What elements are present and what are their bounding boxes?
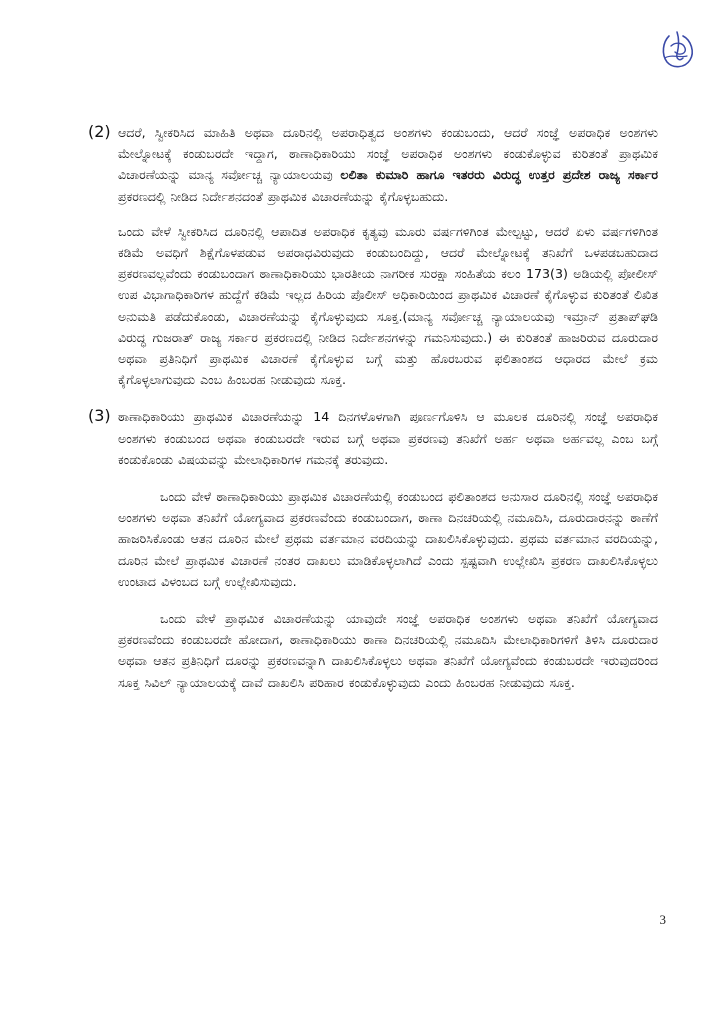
page-number: 3 (659, 912, 666, 927)
document-body (88, 122, 658, 693)
handwritten-initials-mark (655, 28, 697, 72)
clause-number: (2) (88, 122, 111, 141)
clause-3-paragraph: ಠಾಣಾಧಿಕಾರಿಯು ಪ್ರಾಥಮಿಕ ವಿಚಾರಣೆಯನ್ನು 14 ದಿನಗಳೊಳಗಾಗಿ ಪೂರ್ಣಗೊಳಿಸಿ ಆ ಮೂಲಕ ದೂರಿನಲ್ಲಿ ಸಂಜ್ಞೆ ಅಪರಾಧಿಕ ಅಂಶಗಳು ಕಂಡುಬಂದ ಅಥವಾ ಕಂಡುಬರದೇ ಇರುವ ಬಗ್ಗೆ ಅಥವಾ ಪ್ರಕರಣವು ತನಿಖೆಗೆ ಅರ್ಹ ಅಥವಾ ಅರ್ಹವಲ್ಲ ಎಂಬ ಬಗ್ಗೆ ಕಂಡುಕೊಂಡು ವಿಷಯವನ್ನು ಮೇಲಾಧಿಕಾರಿಗಳ ಗಮನಕ್ಕೆ ತರುವುದು. (118, 409, 658, 467)
clause-2 (88, 122, 658, 207)
clause-2-paragraph (118, 122, 658, 207)
case-name-bold: ಲಲಿತಾ ಕುಮಾರಿ ಹಾಗೂ ಇತರರು ವಿರುದ್ಧ ಉತ್ತರ ಪ್ರದೇಶ ರಾಜ್ಯ ಸರ್ಕಾರ (340, 167, 658, 183)
paragraph-preliminary-inquiry-permission: ಒಂದು ವೇಳೆ ಸ್ವೀಕರಿಸಿದ ದೂರಿನಲ್ಲಿ ಆಪಾದಿತ ಅಪರಾಧಿಕ ಕೃತ್ಯವು ಮೂರು ವರ್ಷಗಳಿಗಿಂತ ಮೇಲ್ಪಟ್ಟು, ಆದರೆ ಏಳು ವರ್ಷಗಳಿಗಿಂತ ಕಡಿಮೆ ಅವಧಿಗೆ ಶಿಕ್ಷೆಗೊಳಪಡುವ ಅಪರಾಧವಿರುವುದು ಕಂಡುಬಂದಿದ್ದು, ಆದರೆ ಮೇಲ್ನೋಟಕ್ಕೆ ತನಿಖೆಗೆ ಒಳಪಡಬಹುದಾದ ಪ್ರಕರಣವಲ್ಲವೆಂದು ಕಂಡುಬಂದಾಗ ಠಾಣಾಧಿಕಾರಿಯು ಭಾರತೀಯ ನಾಗರೀಕ ಸುರಕ್ಷಾ ಸಂಹಿತೆಯ ಕಲಂ 173(3) ಅಡಿಯಲ್ಲಿ ಪೋಲೀಸ್ ಉಪ ವಿಭಾಗಾಧಿಕಾರಿಗಳ ಹುದ್ದೆಗೆ ಕಡಿಮೆ ಇಲ್ಲದ ಹಿರಿಯ ಪೊಲೀಸ್ ಅಧಿಕಾರಿಯಿಂದ ಪ್ರಾಥಮಿಕ ವಿಚಾರಣೆ ಕೈಗೊಳ್ಳುವ ಕುರಿತಂತೆ ಲಿಖಿತ ಅನುಮತಿ ಪಡೆದುಕೊಂಡು, ವಿಚಾರಣೆಯನ್ನು ಕೈಗೊಳ್ಳುವುದು ಸೂಕ್ತ.(ಮಾನ್ಯ ಸರ್ವೋಚ್ಚ ನ್ಯಾಯಾಲಯವು ಇಮ್ರಾನ್ ಪ್ರತಾಪ್‌ಘಡಿ ವಿರುದ್ಧ ಗುಜರಾತ್ ರಾಜ್ಯ ಸರ್ಕಾರ ಪ್ರಕರಣದಲ್ಲಿ ನೀಡಿದ ನಿರ್ದೇಶನಗಳನ್ನು ಗಮನಿಸುವುದು.) ಈ ಕುರಿತಂತೆ ಹಾಜರಿರುವ ದೂರುದಾರ ಅಥವಾ ಪ್ರತಿನಿಧಿಗೆ ಪ್ರಾಥಮಿಕ ವಿಚಾರಣೆ ಕೈಗೊಳ್ಳುವ ಬಗ್ಗೆ ಮತ್ತು ಹೊರಬರುವ ಫಲಿತಾಂಶದ ಆಧಾರದ ಮೇಲೆ ಕ್ರಮ ಕೈಗೊಳ್ಳಲಾಗುವುದು ಎಂಬ ಹಿಂಬರಹ ನೀಡುವುದು ಸೂಕ್ತ. (118, 223, 658, 388)
clause-number: (3) (88, 406, 111, 426)
clause-2-text-end: ಪ್ರಕರಣದಲ್ಲಿ ನೀಡಿದ ನಿರ್ದೇಶನದಂತೆ ಪ್ರಾಥಮಿಕ ವಿಚಾರಣೆಯನ್ನು ಕೈಗೊಳ್ಳಬಹುದು. (118, 188, 449, 204)
clause-3 (88, 406, 658, 470)
clause-2-text-start: ಆದರೆ, ಸ್ವೀಕರಿಸಿದ ಮಾಹಿತಿ ಅಥವಾ ದೂರಿನಲ್ಲಿ ಅಪರಾಧಿತ್ವದ ಅಂಶಗಳು ಕಂಡುಬಂದು, ಆದರೆ ಸಂಜ್ಞೆ ಅಪರಾಧಿಕ ಅಂಶಗಳು ಮೇಲ್ನೋಟಕ್ಕೆ ಕಂಡುಬರದೇ ಇದ್ದಾಗ, ಠಾಣಾಧಿಕಾರಿಯು ಸಂಜ್ಞೆ ಅಪರಾಧಿಕ ಅಂಶಗಳು ಕಂಡುಕೊಳ್ಳುವ ಕುರಿತಂತೆ ಪ್ರಾಥಮಿಕ ವಿಚಾರಣೆಯನ್ನು ಮಾನ್ಯ ಸರ್ವೋಚ್ಚ ನ್ಯಾಯಾಲಯವು (118, 125, 658, 183)
paragraph-civil-court-reply: ಒಂದು ವೇಳೆ ಪ್ರಾಥಮಿಕ ವಿಚಾರಣೆಯನ್ನು ಯಾವುದೇ ಸಂಜ್ಞೆ ಅಪರಾಧಿಕ ಅಂಶಗಳು ಅಥವಾ ತನಿಖೆಗೆ ಯೋಗ್ಯವಾದ ಪ್ರಕರಣವೆಂದು ಕಂಡುಬರದೇ ಹೋದಾಗ, ಠಾಣಾಧಿಕಾರಿಯು ಠಾಣಾ ದಿನಚರಿಯಲ್ಲಿ ನಮೂದಿಸಿ ಮೇಲಾಧಿಕಾರಿಗಳಿಗೆ ತಿಳಿಸಿ ದೂರುದಾರ ಅಥವಾ ಆತನ ಪ್ರತಿನಿಧಿಗೆ ದೂರನ್ನು ಪ್ರಕರಣವನ್ನಾಗಿ ದಾಖಲಿಸಿಕೊಳ್ಳಲು ಅಥವಾ ತನಿಖೆಗೆ ಯೋಗ್ಯವೆಂದು ಕಂಡುಬರದೇ ಇರುವುದರಿಂದ ಸೂಕ್ತ ಸಿವಿಲ್ ನ್ಯಾಯಾಲಯಕ್ಕೆ ದಾವೆ ದಾಖಲಿಸಿ ಪರಿಹಾರ ಕಂಡುಕೊಳ್ಳುವುದು ಎಂದು ಹಿಂಬರಹ ನೀಡುವುದು ಸೂಕ್ತ. (118, 611, 658, 690)
paragraph-fir-registration: ಒಂದು ವೇಳೆ ಠಾಣಾಧಿಕಾರಿಯು ಪ್ರಾಥಮಿಕ ವಿಚಾರಣೆಯಲ್ಲಿ ಕಂಡುಬಂದ ಫಲಿತಾಂಶದ ಅನುಸಾರ ದೂರಿನಲ್ಲಿ ಸಂಜ್ಞೆ ಅಪರಾಧಿಕ ಅಂಶಗಳು ಅಥವಾ ತನಿಖೆಗೆ ಯೋಗ್ಯವಾದ ಪ್ರಕರಣವೆಂದು ಕಂಡುಬಂದಾಗ, ಠಾಣಾ ದಿನಚರಿಯಲ್ಲಿ ನಮೂದಿಸಿ, ದೂರುದಾರನನ್ನು ಠಾಣೆಗೆ ಹಾಜರಿಸಿಕೊಂಡು ಆತನ ದೂರಿನ ಮೇಲೆ ಪ್ರಥಮ ವರ್ತಮಾನ ವರದಿಯನ್ನು ದಾಖಲಿಸಿಕೊಳ್ಳುವುದು. ಪ್ರಥಮ ವರ್ತಮಾನ ವರದಿಯನ್ನು, ದೂರಿನ ಮೇಲೆ ಪ್ರಾಥಮಿಕ ವಿಚಾರಣೆ ನಂತರ ದಾಖಲು ಮಾಡಿಕೊಳ್ಳಲಾಗಿದೆ ಎಂದು ಸ್ಪಷ್ಟವಾಗಿ ಉಲ್ಲೇಖಿಸಿ ಪ್ರಕರಣ ದಾಖಲಿಸಿಕೊಳ್ಳಲು ಉಂಟಾದ ವಿಳಂಬದ ಬಗ್ಗೆ ಉಲ್ಲೇಖಿಸುವುದು. (118, 489, 658, 589)
